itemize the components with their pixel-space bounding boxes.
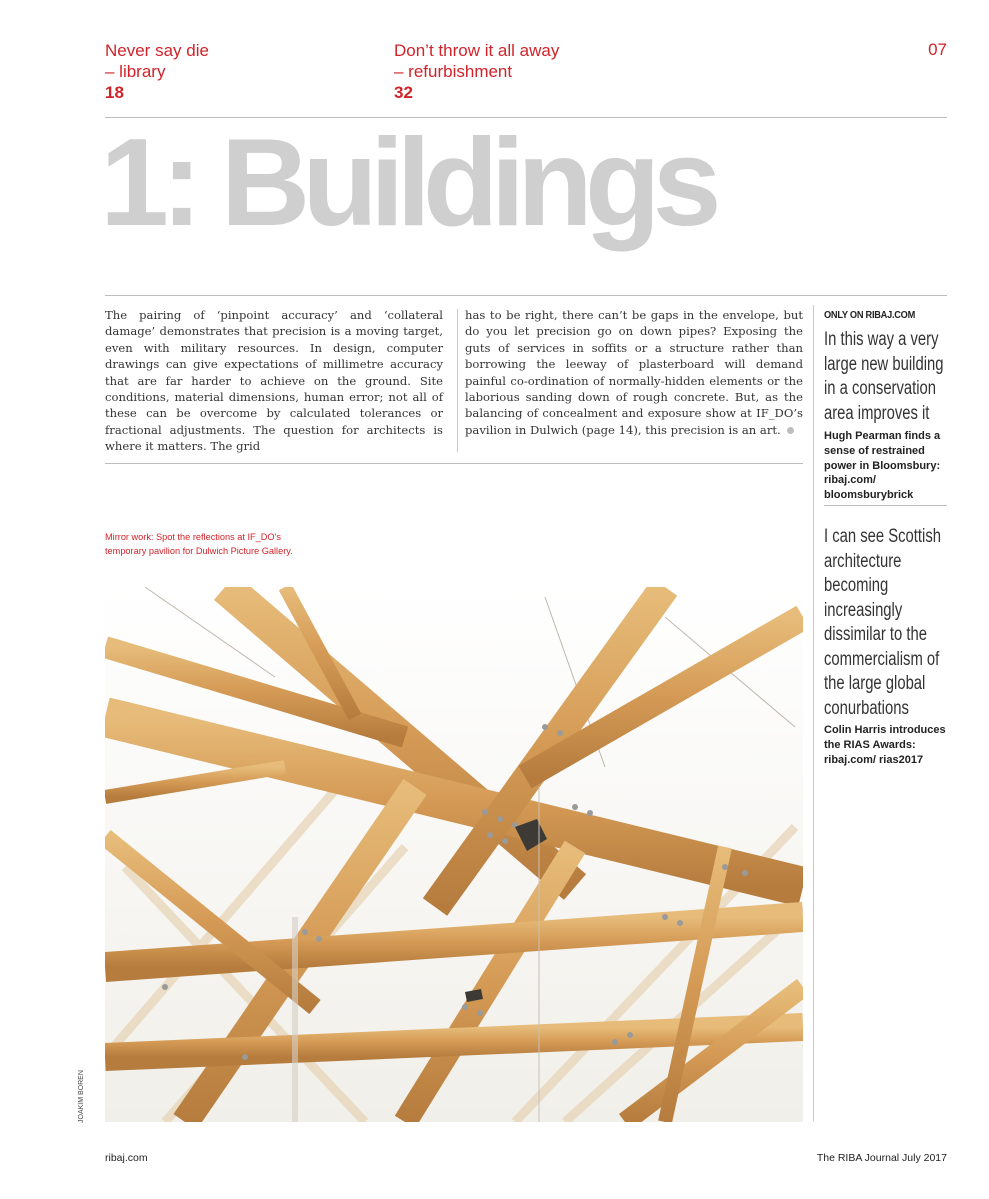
- body-top-divider: [105, 295, 947, 296]
- nav-item-library[interactable]: [105, 40, 209, 103]
- body-column-2-text: has to be right, there can’t be gaps in the envelope, but do you let precision go on down pipes? Exposing the guts of services in soffits or a structure rather than borrowing the leeway of plasterboard will demand painful co-ordination of normally-hidden elements or the laborious sanding down of rough concrete. But, as the balancing of concealment and exposure show at IF_DO’s pavilion in Dulwich (page 14), this precision is an art.: [465, 308, 803, 437]
- nav-page-number: 18: [105, 83, 124, 102]
- sidebar-quote-1: In this way a very large new building in a conservation area improves it: [824, 329, 944, 424]
- nav-item-refurbishment[interactable]: [394, 40, 559, 103]
- sidebar: [824, 308, 954, 503]
- nav-title-line1: Never say die: [105, 41, 209, 60]
- sidebar-credit-2[interactable]: Colin Harris introduces the RIAS Awards: ribaj.com/ rias2017: [824, 724, 946, 766]
- body-bottom-divider: [105, 463, 803, 464]
- column-divider: [457, 309, 458, 452]
- end-bullet-icon: [787, 427, 794, 434]
- sidebar-divider: [813, 305, 814, 1121]
- footer-site[interactable]: ribaj.com: [105, 1152, 148, 1164]
- nav-title-line1: Don’t throw it all away: [394, 41, 560, 60]
- timber-roof-illustration: [105, 587, 803, 1122]
- sidebar-credit-1[interactable]: Hugh Pearman finds a sense of restrained power in Bloomsbury: ribaj.com/ bloomsburybrick: [824, 430, 941, 502]
- photo-caption: Mirror work: Spot the reflections at IF_DO’s temporary pavilion for Dulwich Picture Gallery.: [105, 532, 293, 557]
- sidebar-label: ONLY ON RIBAJ.COM: [824, 309, 916, 321]
- section-title: 1: Buildings: [100, 114, 714, 252]
- photo-credit: JOAKIM BOREN: [78, 1070, 85, 1123]
- nav-title-line2: – library: [105, 62, 166, 81]
- sidebar-quote-2: I can see Scottish architecture becoming increasingly dissimilar to the commercialism of the large global conurbations: [824, 526, 941, 719]
- nav-page-number: 32: [394, 83, 413, 102]
- page-number: 07: [928, 40, 947, 59]
- nav-title-line2: – refurbishment: [394, 62, 513, 81]
- body-column-2: [465, 307, 803, 438]
- sidebar-second: [824, 525, 954, 767]
- timber-pavilion-photo: [105, 587, 803, 1122]
- body-column-1: The pairing of ‘pinpoint accuracy’ and ‘collateral damage’ demonstrates that precision is a moving target, even with military resources. In design, computer drawings can give expectations of millimetre accuracy that are far harder to achieve on the ground. Site conditions, material dimensions, human error; not all of these can be overcome by calculated tolerances or fractional adjustments. The question for architects is where it matters. The grid: [105, 308, 443, 454]
- footer-issue: The RIBA Journal July 2017: [816, 1152, 947, 1164]
- sidebar-rule: [824, 505, 947, 506]
